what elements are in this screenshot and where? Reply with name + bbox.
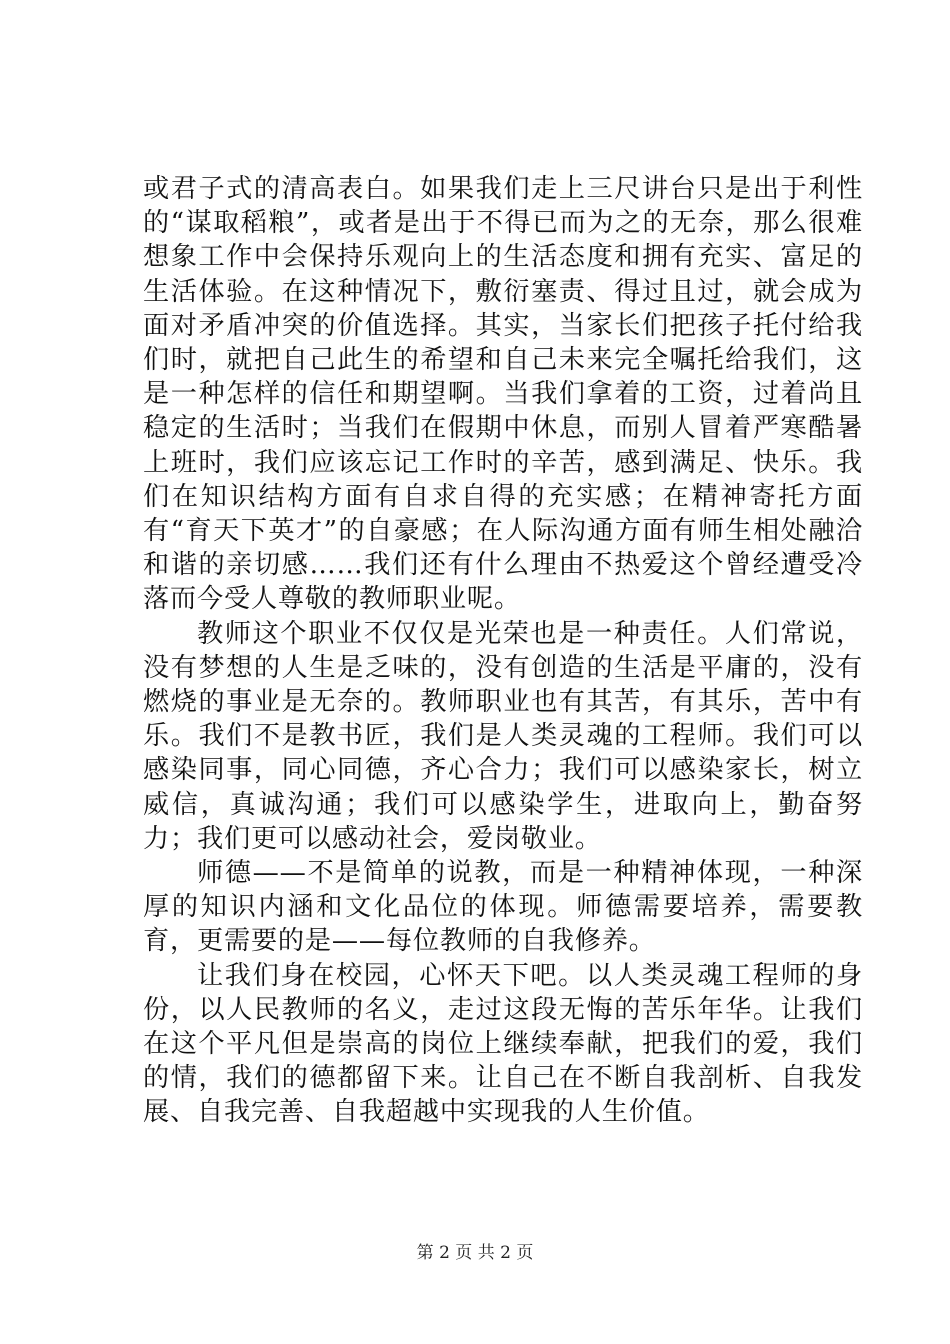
paragraph-2: 教师这个职业不仅仅是光荣也是一种责任。人们常说，没有梦想的人生是乏味的，没有创造的生活是平庸的，没有燃烧的事业是无奈的。教师职业也有其苦，有其乐，苦中有乐。我们不是教书匠，我们是人类灵魂的工程师。我们可以感染同事，同心同德，齐心合力；我们可以感染家长，树立威信，真诚沟通；我们可以感染学生，进取向上，勤奋努力；我们更可以感动社会，爱岗敬业。 (143, 618, 863, 854)
document-body (143, 172, 863, 1130)
page-footer: 第 2 页 共 2 页 (416, 1243, 534, 1263)
paragraph-4: 让我们身在校园，心怀天下吧。以人类灵魂工程师的身份，以人民教师的名义，走过这段无悔的苦乐年华。让我们在这个平凡但是崇高的岗位上继续奉献，把我们的爱，我们的情，我们的德都留下来。让自己在不断自我剖析、自我发展、自我完善、自我超越中实现我的人生价值。 (143, 960, 863, 1128)
paragraph-3: 师德——不是简单的说教，而是一种精神体现，一种深厚的知识内涵和文化品位的体现。师德需要培养，需要教育，更需要的是——每位教师的自我修养。 (143, 858, 863, 957)
paragraph-1: 或君子式的清高表白。如果我们走上三尺讲台只是出于利性的“谋取稻粮”，或者是出于不得已而为之的无奈，那么很难想象工作中会保持乐观向上的生活态度和拥有充实、富足的生活体验。在这种情况下，敷衍塞责、得过且过，就会成为面对矛盾冲突的价值选择。其实，当家长们把孩子托付给我们时，就把自己此生的希望和自己未来完全嘱托给我们，这是一种怎样的信任和期望啊。当我们拿着的工资，过着尚且稳定的生活时；当我们在假期中休息，而别人冒着严寒酷暑上班时，我们应该忘记工作时的辛苦，感到满足、快乐。我们在知识结构方面有自求自得的充实感；在精神寄托方面有“育天下英才”的自豪感；在人际沟通方面有师生相处融洽和谐的亲切感……我们还有什么理由不热爱这个曾经遭受冷落而今受人尊敬的教师职业呢。 (143, 174, 863, 615)
